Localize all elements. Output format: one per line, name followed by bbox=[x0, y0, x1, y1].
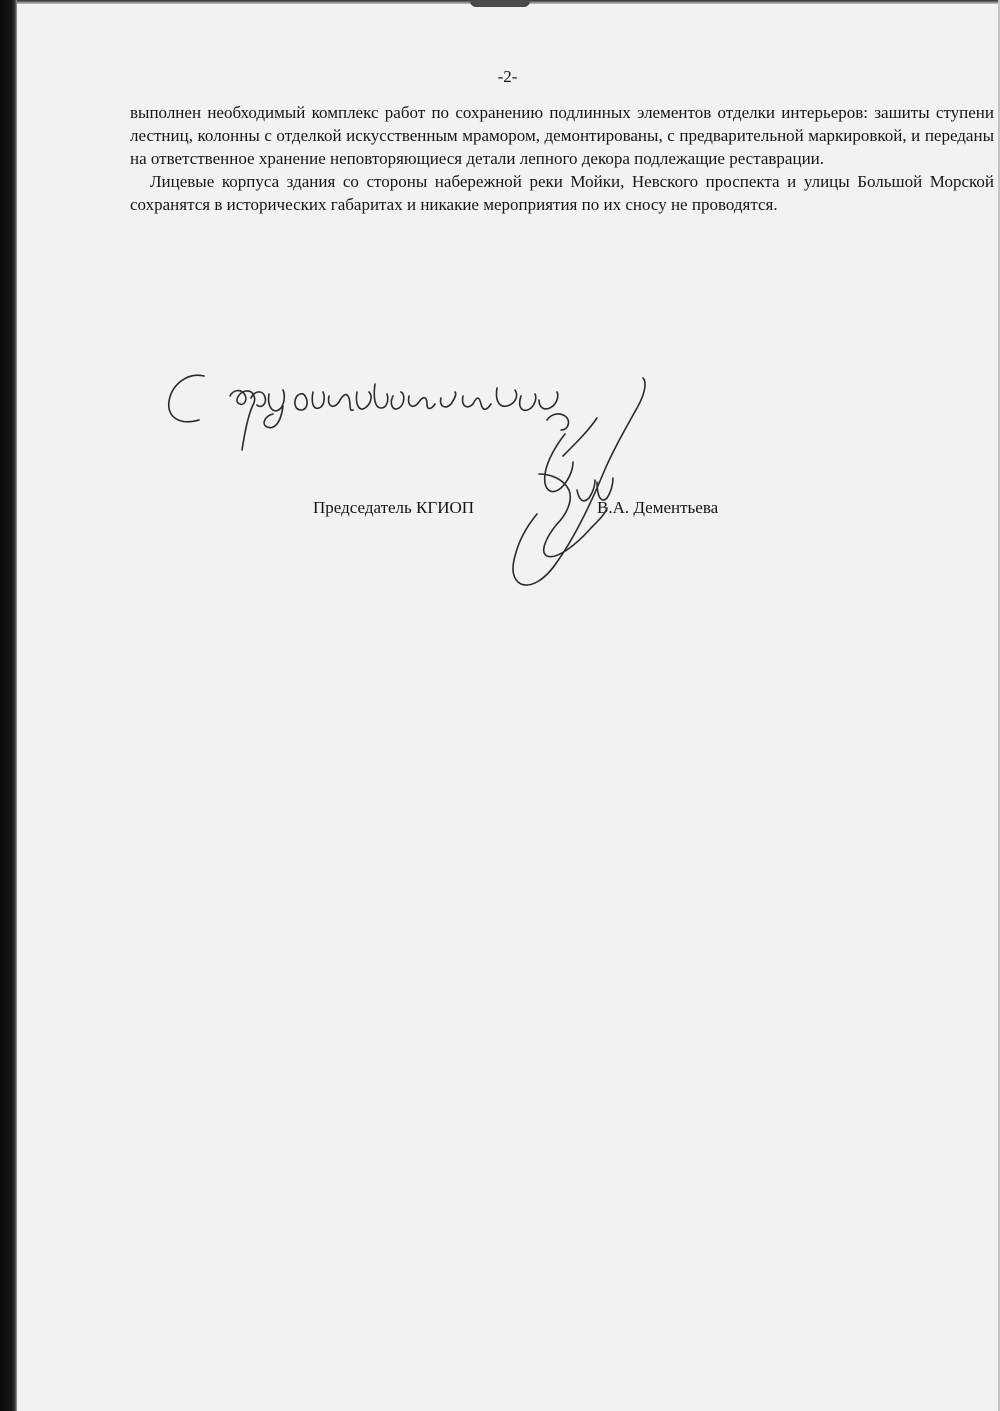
scan-edge-left bbox=[0, 0, 17, 1411]
document-page bbox=[17, 4, 998, 1411]
handwritten-letter-c bbox=[169, 375, 204, 422]
paragraph-facades: Лицевые корпуса здания со стороны набережной реки Мойки, Невского проспекта и улицы Большой Морской сохранятся в исторических габаритах и никакие мероприятия по их сносу не проводятся. bbox=[130, 172, 994, 214]
signature-block bbox=[17, 4, 998, 624]
signatory-title: Председатель КГИОП bbox=[313, 498, 475, 517]
handwritten-greeting-script bbox=[230, 384, 568, 450]
signatory-name: В.А. Дементьева bbox=[597, 498, 719, 517]
handwritten-signature-stroke bbox=[563, 418, 597, 456]
page-number: -2- bbox=[497, 67, 518, 86]
paragraph-continuation: выполнен необходимый комплекс работ по сохранению подлинных элементов отделки интерьеров: зашиты ступени лестниц, колонны с отделкой искусственным мрамором, демонтированы, с предварительной маркировкой, и переданы на ответственное хранение неповторяющиеся детали лепного декора подлежащие реставрации. bbox=[130, 103, 994, 168]
handwritten-greeting-and-signature bbox=[17, 4, 998, 624]
handwritten-signature-main bbox=[539, 434, 613, 557]
handwritten-signature-loop bbox=[513, 378, 645, 585]
